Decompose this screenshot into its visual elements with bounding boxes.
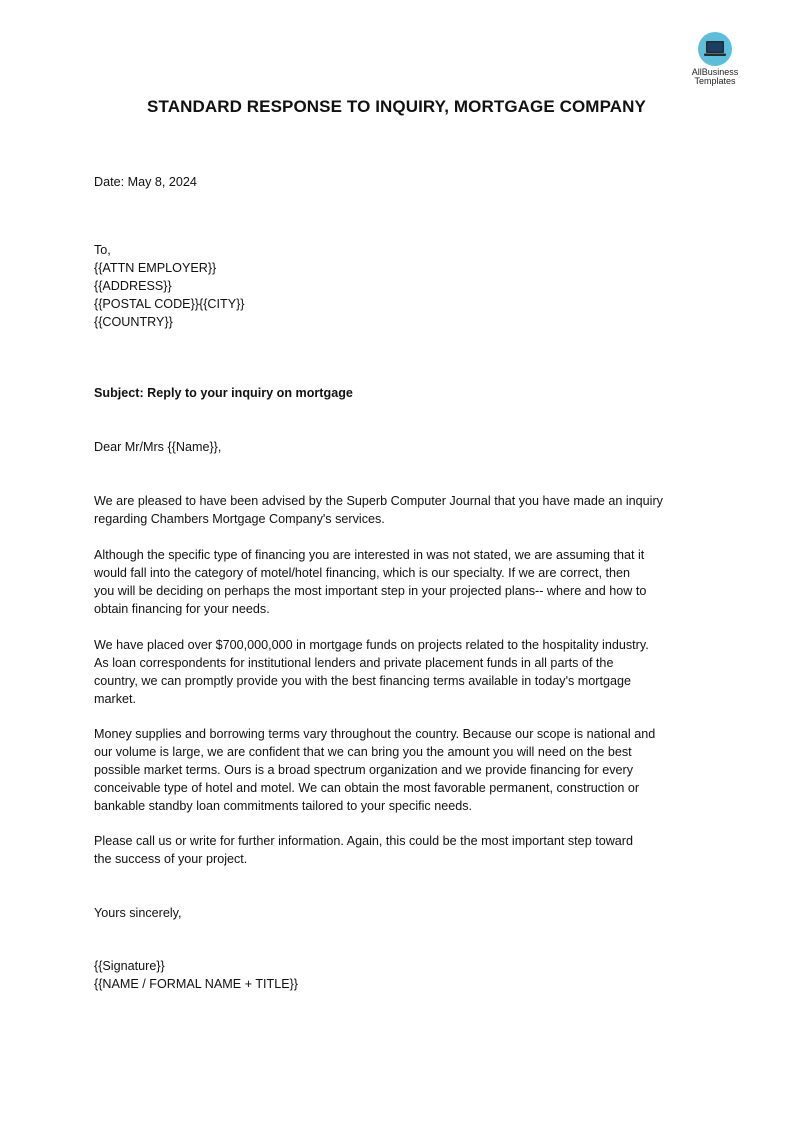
paragraph-line: As loan correspondents for institutional lenders and private placement funds in all parts of the: [94, 656, 614, 670]
logo-text: [684, 68, 746, 86]
recipient-address: {{ADDRESS}}: [94, 279, 172, 293]
salutation: Dear Mr/Mrs {{Name}},: [94, 440, 222, 454]
paragraph-line: bankable standby loan commitments tailored to your specific needs.: [94, 799, 473, 813]
paragraph-line: obtain financing for your needs.: [94, 602, 270, 616]
paragraph-line: Although the specific type of financing you are interested in was not stated, we are assuming that it: [94, 548, 645, 562]
laptop-screen: [708, 43, 723, 52]
signature-block: [94, 957, 709, 993]
paragraph-line: We are pleased to have been advised by the Superb Computer Journal that you have made an inquiry: [94, 494, 663, 508]
recipient-country: {{COUNTRY}}: [94, 315, 173, 329]
paragraph-line: regarding Chambers Mortgage Company's services.: [94, 512, 385, 526]
body-paragraph-5: [94, 832, 709, 868]
paragraph-line: Please call us or write for further information. Again, this could be the most important step toward: [94, 834, 633, 848]
paragraph-line: the success of your project.: [94, 852, 248, 866]
document-title: STANDARD RESPONSE TO INQUIRY, MORTGAGE COMPANY: [147, 97, 646, 116]
paragraph-line: Money supplies and borrowing terms vary throughout the country. Because our scope is national and: [94, 727, 656, 741]
date-line: Date: May 8, 2024: [94, 175, 197, 189]
recipient-block: [94, 241, 709, 331]
closing: Yours sincerely,: [94, 906, 182, 920]
paragraph-line: conceivable type of hotel and motel. We can obtain the most favorable permanent, construction or: [94, 781, 640, 795]
paragraph-line: possible market terms. Ours is a broad spectrum organization and we provide financing for every: [94, 763, 633, 777]
recipient-to: To,: [94, 243, 111, 257]
paragraph-line: our volume is large, we are confident that we can bring you the amount you will need on the best: [94, 745, 632, 759]
logo-line-2: Templates: [694, 76, 736, 86]
body-paragraph-4: [94, 725, 709, 815]
paragraph-line: country, we can promptly provide you with the best financing terms available in today's mortgage: [94, 674, 631, 688]
logo-line-1: AllBusiness: [691, 67, 739, 77]
paragraph-line: you will be deciding on perhaps the most important step in your projected plans-- where and how to: [94, 584, 647, 598]
recipient-attn: {{ATTN EMPLOYER}}: [94, 261, 217, 275]
body-paragraph-3: [94, 636, 709, 708]
recipient-postal-city: {{POSTAL CODE}}{{CITY}}: [94, 297, 245, 311]
body-paragraph-2: [94, 546, 709, 618]
paragraph-line: market.: [94, 692, 136, 706]
laptop-base: [704, 54, 726, 57]
name-title-placeholder: {{NAME / FORMAL NAME + TITLE}}: [94, 977, 299, 991]
body-paragraph-1: [94, 492, 709, 528]
paragraph-line: would fall into the category of motel/hotel financing, which is our specialty. If we are correct, then: [94, 566, 630, 580]
laptop-icon: [698, 32, 732, 66]
signature-placeholder: {{Signature}}: [94, 959, 165, 973]
paragraph-line: We have placed over $700,000,000 in mortgage funds on projects related to the hospitality industry.: [94, 638, 649, 652]
subject-line: Subject: Reply to your inquiry on mortgage: [94, 386, 353, 400]
logo-circle: [698, 32, 732, 66]
allbusiness-templates-logo: [684, 32, 746, 86]
